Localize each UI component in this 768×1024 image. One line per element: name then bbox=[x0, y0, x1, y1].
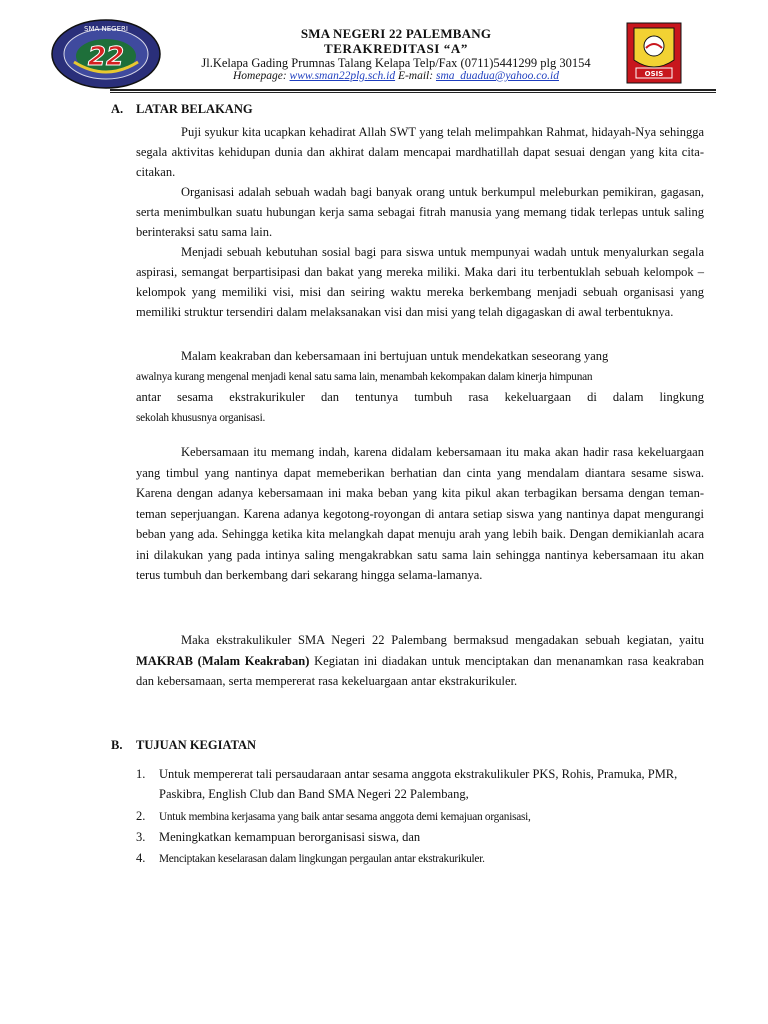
school-logo bbox=[50, 18, 162, 90]
section-b-letter: B. bbox=[111, 738, 123, 752]
paragraph-4-line-2: awalnya kurang mengenal menjadi kenal satu sama lain, menambah kekompakan dalam kinerja himpunan bbox=[136, 370, 593, 383]
list-item-text: Menciptakan keselarasan dalam lingkungan pergaulan antar ekstrakurikuler. bbox=[159, 853, 485, 865]
paragraph-6 bbox=[136, 630, 704, 692]
section-b-heading bbox=[111, 738, 256, 753]
paragraph-2: Organisasi adalah sebuah wadah bagi banyak orang untuk berkumpul meleburkan pemikiran, gagasan, serta menimbulkan suatu hubungan kerja sama sebagai fitrah manusia yang memang tidak terlepas untuk saling berinteraksi satu sama lain. bbox=[136, 185, 704, 239]
paragraph-4 bbox=[136, 346, 704, 428]
paragraph-4-line-3: antar sesama ekstrakurikuler dan tentunya tumbuh rasa kekeluargaan di dalam lingkung bbox=[136, 390, 704, 404]
paragraph-4-line-1: Malam keakraban dan kebersamaan ini bertujuan untuk mendekatkan seseorang yang bbox=[181, 349, 609, 363]
objectives-list bbox=[136, 764, 704, 868]
paragraph-1: Puji syukur kita ucapkan kehadirat Allah SWT yang telah melimpahkan Rahmat, hidayah-Nya sehingga segala aktivitas kehidupan dunia dan akhirat dalam mencapai mardhatillah dapat sesuai dengan yang kita cita-citakan. bbox=[136, 125, 704, 179]
list-item-text: Meningkatkan kemampuan berorganisasi siswa, dan bbox=[159, 830, 421, 844]
list-item-number: 3. bbox=[136, 830, 146, 844]
homepage-link[interactable]: www.sman22plg.sch.id bbox=[289, 70, 396, 82]
paragraph-6-start: Maka ekstrakulikuler SMA Negeri 22 Palembang bermaksud mengadakan sebuah kegiatan, yaitu bbox=[181, 633, 704, 647]
paragraph-4-line-4: sekolah khususnya organisasi. bbox=[136, 411, 266, 424]
event-name: MAKRAB (Malam Keakraban) bbox=[136, 653, 310, 668]
header-divider-thin bbox=[110, 92, 716, 93]
list-item bbox=[136, 806, 704, 826]
osis-logo bbox=[626, 22, 682, 84]
section-a-heading bbox=[111, 102, 253, 117]
logo-number-text: 22 bbox=[87, 42, 125, 72]
section-a-title: LATAR BELAKANG bbox=[136, 102, 253, 116]
paragraph-3: Menjadi sebuah kebutuhan sosial bagi para siswa untuk mempunyai wadah untuk menyalurkan segala aspirasi, semangat berpartisipasi dan bakat yang mereka miliki. Maka dari itu terbentuklah sebuah kelompok – kelompok yang memiliki visi, misi dan seiring waktu mereka berkembang menjadi sebuah organisasi yang memiliki struktur tersendiri dalam melaksanakan visi dan misi yang telah digagaskan di awal terbentuknya. bbox=[136, 245, 704, 319]
section-a-letter: A. bbox=[111, 102, 124, 116]
list-item-text: Untuk mempererat tali persaudaraan antar sesama anggota ekstrakulikuler PKS, Rohis, Pramuka, PMR, Paskibra, English Club dan Band SMA Negeri 22 Palembang, bbox=[159, 767, 678, 801]
list-item-number: 1. bbox=[136, 767, 146, 781]
email-label: E-mail: bbox=[397, 70, 434, 82]
logo-ring-text: SMA NEGERI bbox=[84, 25, 128, 33]
paragraph-5: Kebersamaan itu memang indah, karena didalam kebersamaan itu maka akan hadir rasa kekeluargaan yang timbul yang nantinya dapat memeberikan berhatian dan cinta yang mendalam diantara sesame siswa. Karena dengan adanya kebersamaan ini maka beban yang kita pikul akan terbagikan bersama dengan teman-teman seperjuangan. Karena adanya kegotong-royongan di antara setiap siswa yang nantinya dapat mengurangi beban yang ada. Sehingga ketika kita melangkah dapat menuju arah yang lebih baik. Dengan demikianlah acara ini dilakukan yang pada intinya saling mengakrabkan satu sama lain sehingga nantinya kebersamaan itu akan terus tumbuh dan berkembang dari sekarang hingga selama-lamanya. bbox=[136, 445, 704, 582]
paragraph-6-end: Kegiatan ini diadakan untuk menciptakan dan menanamkan rasa keakraban dan kebersamaan, serta mempererat rasa kekeluargaan antar ekstrakurikuler. bbox=[136, 653, 705, 688]
homepage-label: Homepage: bbox=[233, 70, 287, 82]
list-item bbox=[136, 848, 704, 868]
email-link[interactable]: sma_duadua@yahoo.co.id bbox=[435, 70, 559, 82]
list-item bbox=[136, 827, 704, 847]
letterhead-text bbox=[170, 26, 622, 83]
letterhead bbox=[0, 0, 768, 96]
list-item-number: 4. bbox=[136, 851, 146, 865]
header-divider bbox=[110, 89, 716, 91]
accreditation: TERAKREDITASI “A” bbox=[324, 41, 468, 56]
list-item-number: 2. bbox=[136, 809, 146, 823]
list-item-text: Untuk membina kerjasama yang baik antar sesama anggota demi kemajuan organisasi, bbox=[159, 811, 531, 823]
osis-logo-text: OSIS bbox=[644, 70, 664, 78]
contact-line bbox=[170, 70, 622, 83]
school-name: SMA NEGERI 22 PALEMBANG bbox=[300, 26, 492, 41]
section-b-title: TUJUAN KEGIATAN bbox=[136, 738, 257, 752]
school-address: Jl.Kelapa Gading Prumnas Talang Kelapa Telp/Fax (0711)5441299 plg 30154 bbox=[201, 56, 591, 70]
list-item bbox=[136, 764, 704, 804]
